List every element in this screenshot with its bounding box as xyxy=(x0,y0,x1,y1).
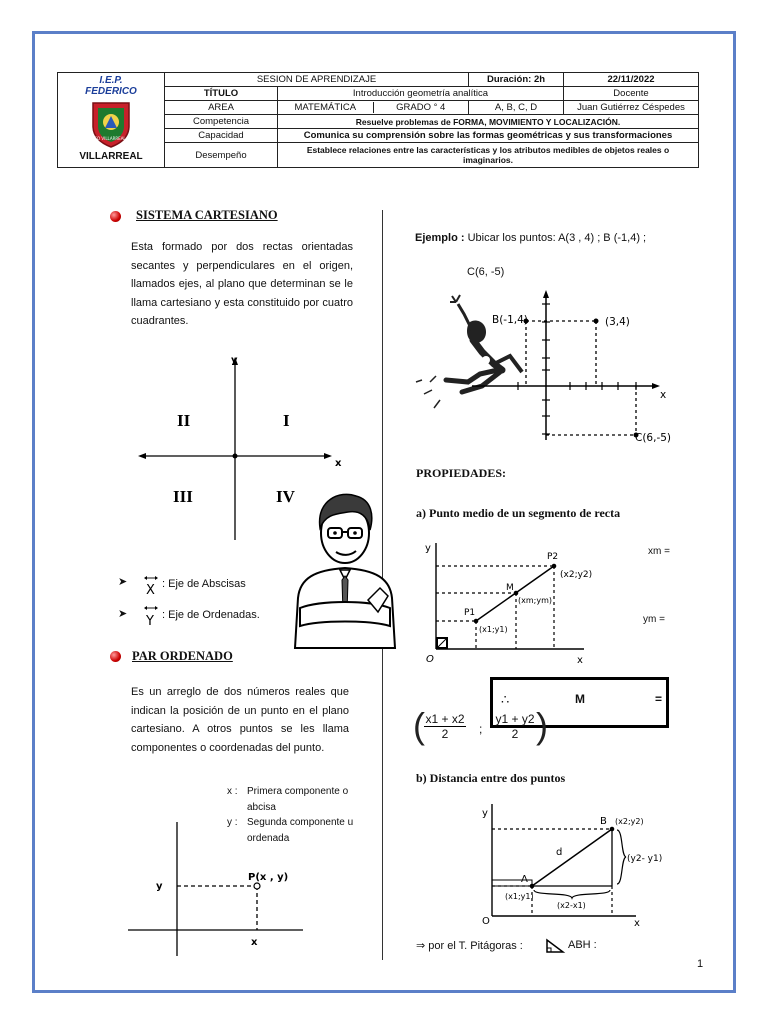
double-arrow-icon xyxy=(143,604,159,628)
frac1-denominator: 2 xyxy=(441,727,449,741)
comp1-text: Primera componente o abcisa xyxy=(247,786,349,813)
point-p-label: P(x , y) xyxy=(248,872,289,883)
ejemplo-block xyxy=(415,230,675,247)
desempeno-label: Desempeño xyxy=(165,143,278,168)
m-label: M xyxy=(506,583,514,593)
box-equals: = xyxy=(655,692,663,706)
dist-a-label: A xyxy=(521,874,528,885)
competencia-label: Competencia xyxy=(165,115,278,129)
school-cell xyxy=(58,73,165,168)
fraction-separator: ; xyxy=(479,722,483,736)
point-y-label: y xyxy=(156,881,163,892)
abh-text: ABH : xyxy=(568,939,597,951)
school-line1: I.E.P. xyxy=(99,75,123,86)
x2y2-label: (x2;y2) xyxy=(560,570,593,580)
axis-x-label: x xyxy=(335,458,342,469)
midpoint-diagram xyxy=(420,535,600,670)
date-value: 22/11/2022 xyxy=(564,73,699,87)
school-line3: VILLARREAL xyxy=(79,151,143,162)
x1y1-label: (x1;y1) xyxy=(479,625,508,634)
ejemplo-text: Ubicar los puntos: A(3 , 4) ; B (-1,4) ; xyxy=(467,232,647,244)
comp2-key: y : xyxy=(227,817,238,828)
ym-equation: ym = xyxy=(643,614,665,625)
arrow-icon: ➤ xyxy=(118,576,128,588)
logo-text: FEDERICO VILLARREAL TALARA xyxy=(79,136,143,141)
comp2-text: Segunda componente u ordenada xyxy=(247,817,354,844)
page-number: 1 xyxy=(697,958,704,970)
axis-y-label: y xyxy=(231,355,238,366)
pitagoras-text: ⇒ por el T. Pitágoras : xyxy=(416,940,523,952)
dist-x-label: x xyxy=(634,918,640,929)
dist-y2y1-label: (y2- y1) xyxy=(627,854,663,864)
abscisas-text: : Eje de Abscisas xyxy=(162,578,246,590)
dist-y-label: y xyxy=(482,808,488,819)
competencia-value: Resuelve problemas de FORMA, MOVIMIENTO Y LOCALIZACIÓN. xyxy=(278,115,699,129)
dist-x1y1-label: (x1;y1) xyxy=(505,892,534,901)
title-value: Introducción geometría analítica xyxy=(278,87,564,101)
mid-y-label: y xyxy=(425,543,431,554)
ordenadas-text: : Eje de Ordenadas. xyxy=(162,609,260,621)
dist-d-label: d xyxy=(556,847,563,858)
school-line2: FEDERICO xyxy=(85,86,137,97)
arrow-icon: ➤ xyxy=(118,608,128,620)
dist-x2x1-label: (x2-x1) xyxy=(557,901,586,910)
sistema-text: Esta formado por dos rectas orientadas secantes y perpendiculares en el origen, llamados ejes, al plano que determinan se le llama cartesiano y esta constituido por cuatro cuadrantes. xyxy=(131,241,353,327)
mid-x-label: x xyxy=(577,655,583,666)
point-b-label: B(-1,4) xyxy=(492,314,528,326)
grade-value: GRADO ° 4 xyxy=(396,102,446,113)
ordered-pair-diagram xyxy=(125,818,305,958)
dist-x2y2-label: (x2;y2) xyxy=(615,817,644,826)
capacidad-label: Capacidad xyxy=(165,129,278,143)
sections-value: A, B, C, D xyxy=(469,101,564,115)
right-triangle-icon xyxy=(545,938,565,954)
fraction-y xyxy=(494,712,536,741)
session-header-table xyxy=(57,72,699,168)
quadrant-1: I xyxy=(283,411,290,430)
frac2-denominator: 2 xyxy=(511,727,519,741)
comp1-key: x : xyxy=(227,786,238,797)
distance-diagram xyxy=(478,800,668,932)
p2-label: P2 xyxy=(547,552,559,562)
title-label: TÍTULO xyxy=(165,87,278,101)
example-points-graph xyxy=(410,290,675,450)
teacher-label: Docente xyxy=(564,87,699,101)
p1-label: P1 xyxy=(464,608,476,618)
session-label: SESION DE APRENDIZAJE xyxy=(165,73,469,87)
teacher-cartoon-illustration xyxy=(290,488,400,648)
midpoint-title: a) Punto medio de un segmento de recta xyxy=(416,506,621,520)
quadrant-2: II xyxy=(177,411,191,430)
point-c-label: C(6,-5) xyxy=(635,432,672,444)
frac2-numerator: y1 + y2 xyxy=(495,712,535,726)
fraction-x xyxy=(424,712,466,741)
school-shield-logo xyxy=(79,100,143,148)
capacidad-value: Comunica su comprensión sobre las formas geométricas y sus transformaciones xyxy=(278,129,699,143)
par-title: PAR ORDENADO xyxy=(132,649,233,663)
paren-open: ( xyxy=(413,705,425,746)
c-point-text: C(6, -5) xyxy=(467,266,505,278)
teacher-name: Juan Gutiérrez Céspedes xyxy=(564,101,699,115)
bullet-icon xyxy=(110,651,121,662)
mid-o-label: O xyxy=(426,654,434,665)
xmym-label: (xm;ym) xyxy=(518,596,552,605)
propiedades-title: PROPIEDADES: xyxy=(416,466,507,480)
example-x-label: x xyxy=(660,389,667,401)
frac1-numerator: x1 + x2 xyxy=(425,712,465,726)
axis-y-symbol: Y xyxy=(146,614,154,629)
point-a-label: (3,4) xyxy=(605,316,630,328)
area-label: AREA xyxy=(165,101,278,115)
point-x-label: x xyxy=(251,937,258,948)
dist-b-label: B xyxy=(600,816,607,827)
desempeno-value: Establece relaciones entre las características y los atributos medibles de objetos reales o imaginarios. xyxy=(278,143,699,168)
double-arrow-icon xyxy=(143,574,159,596)
sistema-title: SISTEMA CARTESIANO xyxy=(136,208,278,222)
distance-title: b) Distancia entre dos puntos xyxy=(416,771,566,785)
therefore-symbol: ∴ xyxy=(501,692,510,707)
ejemplo-label: Ejemplo : xyxy=(415,232,465,244)
area-value: MATEMÁTICA xyxy=(278,102,374,113)
quadrant-4: IV xyxy=(276,487,295,506)
par-text: Es un arreglo de dos números reales que indican la posición de un punto en el plano cartesiano. A otros puntos se les llama componentes o coordenadas del punto. xyxy=(131,686,349,754)
quadrant-3: III xyxy=(173,487,193,506)
paren-close: ) xyxy=(536,705,548,746)
axis-x-symbol: X xyxy=(146,583,155,598)
duration-label: Duración: 2h xyxy=(469,73,564,87)
xm-equation: xm = xyxy=(648,546,670,557)
box-m: M xyxy=(575,692,585,706)
dist-o-label: O xyxy=(482,916,490,927)
bullet-icon xyxy=(110,211,121,222)
